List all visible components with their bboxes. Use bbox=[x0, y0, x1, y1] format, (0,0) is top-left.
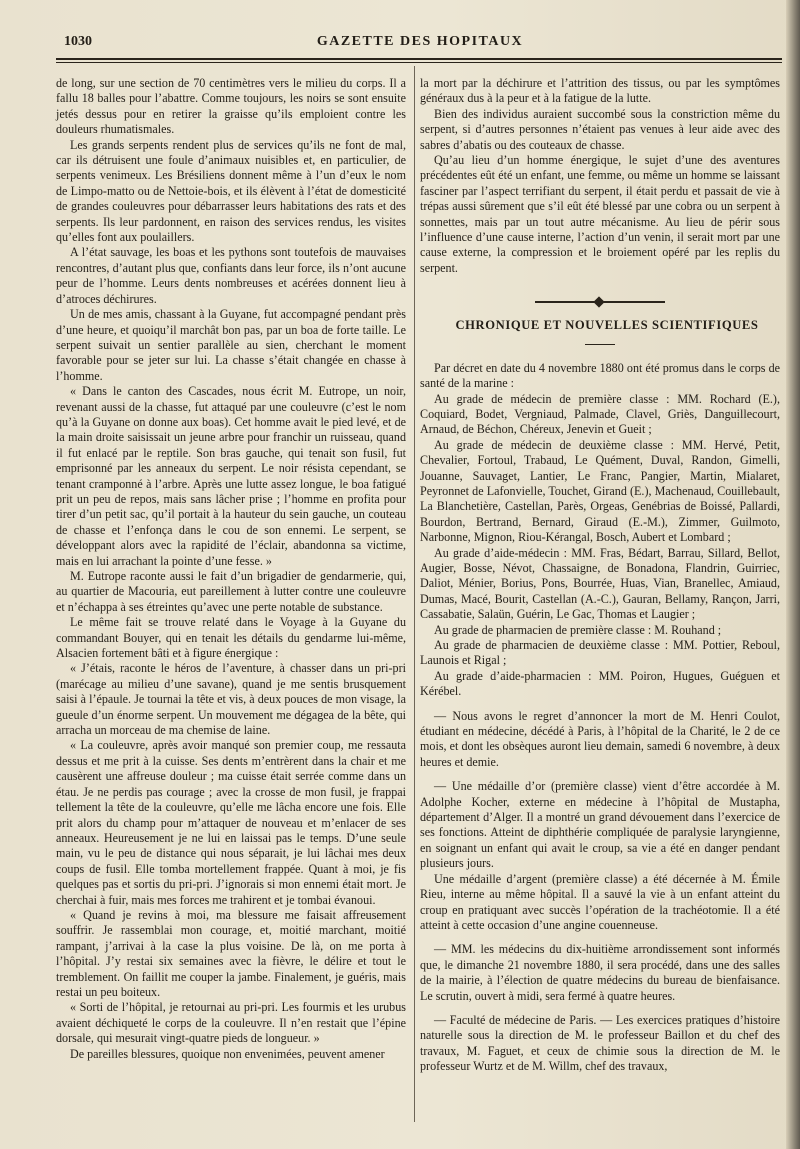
journal-title: GAZETTE DES HOPITAUX bbox=[316, 34, 524, 49]
paragraph: la mort par la déchirure et l’attrition des tissus, ou par les symptômes généraux dus à la peur et à la fatigue de la lutte. bbox=[420, 76, 780, 106]
paragraph: « Sorti de l’hôpital, je retournai au pri-pri. Les fourmis et les urubus avaient déchiqueté le corps de la couleuvre. Il n’en restait que l’épine dorsale, qui mesurait vingt-quatre pieds de longueur. » bbox=[56, 1000, 406, 1046]
paragraph: Au grade de médecin de première classe : MM. Rochard (E.), Coquiard, Bodet, Vergniaud, Palmade, Clavel, Griès, Danguillecourt, Arnaud, de Béchon, Chéreux, Jenevin et Gueit ; bbox=[420, 391, 780, 437]
paragraph: A l’état sauvage, les boas et les pythons sont toutefois de mauvaises rencontres, d’autant plus que, confiants dans leur force, ils n’ont aucune peur de l’homme. Leurs dents nombreuses et acérées donnent lieu à d’atroces déchirures. bbox=[56, 245, 406, 306]
paragraph: Le même fait se trouve relaté dans le Voyage à la Guyane du commandant Bouyer, qui en tenait les détails du gendarme lui-même, Alsacien fortement bâti et à figure énergique : bbox=[56, 615, 406, 661]
title-rule bbox=[585, 344, 615, 345]
paragraph: Au grade de pharmacien de deuxième classe : MM. Pottier, Reboul, Launois et Rigal ; bbox=[420, 638, 780, 668]
paragraph: de long, sur une section de 70 centimètres vers le milieu du corps. Il a fallu 18 balles pour l’abattre. Comme toujours, les noirs se sont ensuite jetés dessus pour en retirer la graisse qu’ils emploient contre les douleurs rhumatismales. bbox=[56, 76, 406, 137]
section-title: CHRONIQUE ET NOUVELLES SCIENTIFIQUES bbox=[455, 318, 759, 333]
paragraph: — Une médaille d’or (première classe) vient d’être accordée à M. Adolphe Kocher, externe en médecine à l’hôpital de Mustapha, département d’Alger. Il a montré un grand dévouement dans l’exercice de ses fonctions. Atteint de diphthérie compliquée de paralysie laryngienne, en soignant un enfant qui avait le croup, sa vie a été en danger pendant plusieurs jours. bbox=[420, 779, 780, 871]
page-header bbox=[56, 34, 784, 54]
paragraph: Un de mes amis, chassant à la Guyane, fut accompagné pendant près d’une heure, et quoiqu’il marchât bon pas, par un boa de forte taille. Le serpent suivait un sentier parallèle au sien, cherchant le moment favorable pour se jeter sur lui. La chasse s’était changée en chasse à l’homme. bbox=[56, 307, 406, 383]
paragraph: « J’étais, raconte le héros de l’aventure, à chasser dans un pri-pri (marécage au milieu d’une savane), quand je me sentis brusquement saisi à l’épaule. Je tournai la tête et vis, à deux pouces de mon visage, la gueule d’un énorme serpent. Un mouvement me dégagea de la bête, qui arracha un morceau de ma chemise de laine. bbox=[56, 661, 406, 738]
paragraph: Au grade d’aide-médecin : MM. Fras, Bédart, Barrau, Sillard, Bellot, Augier, Bosse, Névot, Chassaigne, de Bonadona, Flandrin, Guirriec, Daliot, Ménier, Borius, Pons, Bourrée, Huas, Vian, Branellec, Amiaud, Dumas, Macé, Bourit, Castellan (A.-C.), Gauran, Bellamy, Rançon, Jarri, Cassabatie, Salaün, Guérin, Le Gac, Thomas et Laugier ; bbox=[420, 545, 780, 622]
page-number: 1030 bbox=[64, 34, 92, 49]
paragraph: Au grade d’aide-pharmacien : MM. Poiron, Hugues, Guéguen et Kérébel. bbox=[420, 668, 780, 699]
right-column bbox=[420, 76, 780, 1075]
header-rule bbox=[56, 58, 782, 63]
paragraph: « Quand je revins à moi, ma blessure me faisait affreusement souffrir. Je rassemblai mon courage, et, moitié marchant, moitié rampant, j’arrivai à la case la plus voisine. De là, on me porta à l’hôpital. J’y restai six semaines avec la fièvre, le délire et tout le tremblement. On faillit me couper la jambe. Finalement, je guéris, mais restai un peu boiteux. bbox=[56, 907, 406, 999]
paragraph: Au grade de médecin de deuxième classe : MM. Hervé, Petit, Chevalier, Fortoul, Trabaud, Le Quément, Duval, Randon, Gimelli, Jouanne, Sauvaget, Lantier, Le Franc, Pangier, Martin, Mialaret, Peyronnet de Lafonvielle, Touchet, Girand (E.), Machenaud, Couillebault, La Blanchetière, Castellan, Parès, Orgeas, Genébrias de Boissé, Pallardi, Bourdon, Bertrand, Bernard, Giraud (E.-M.), Zimmer, Guilmoto, Narbonne, Mignon, Riou-Kérangal, Bosch, Aubert et Lombard ; bbox=[420, 437, 780, 545]
paragraph: « La couleuvre, après avoir manqué son premier coup, me ressauta dessus et me prit à la cuisse. Ses dents m’entrèrent dans la chair et me causèrent une affreuse douleur ; ma cuisse était serrée comme dans un étau. Je ne perdis pas courage ; avec la crosse de mon fusil, je frappai tellement la tête de la couleuvre, qu’elle me lâcha encore une fois. Elle prit alors du champ pour m’attaquer de nouveau et m’enlacer de ses anneaux. Heureusement je ne lui en laissai pas le temps. D’une seule main, vu le peu de distance qui nous séparait, je lui lâchai mes deux coups de fusil. Elle tomba mortellement frappée. Quant à moi, je fis quelques pas et sortis du pri-pri. J’ignorais si mon ennemi était mort. Je cherchai à fuir, mais mes forces me trahirent et je tombai évanoui. bbox=[56, 738, 406, 907]
ornament-separator bbox=[535, 298, 665, 306]
paragraph: — MM. les médecins du dix-huitième arrondissement sont informés que, le dimanche 21 novembre 1880, il sera procédé, dans une des salles de la mairie, à l’élection de quatre médecins du bureau de bienfaisance. Le scrutin, ouvert à midi, sera fermé à quatre heures. bbox=[420, 942, 780, 1003]
paragraph: M. Eutrope raconte aussi le fait d’un brigadier de gendarmerie, qui, au quartier de Macouria, eut pareillement à lutter contre une couleuvre et n’échappa à ses étreintes qu’avec une perte notable de substance. bbox=[56, 569, 406, 614]
page-edge bbox=[786, 0, 800, 1149]
paragraph: De pareilles blessures, quoique non envenimées, peuvent amener bbox=[70, 1046, 385, 1061]
paragraph: « Dans le canton des Cascades, nous écrit M. Eutrope, un noir, revenant aussi de la chasse, fut attaqué par une couleuvre (c’est le nom qu’à la Guyane on donne aux boas). Cet homme avait le pied levé, et de la main droite saisissait un jeune arbre pour franchir un ruisseau, quand il fut enlacé par le reptile. Son bras gauche, qui tenait son fusil, fut emprisonné par les anneaux du serpent. Le noir résista cependant, se tenant cramponné à l’arbre. Après une lutte assez longue, le boa fatigué prit un peu de repos, mais sans lâcher prise ; l’homme en profita pour tirer d’un petit sac, qu’il portait à la hauteur du sein gauche, un couteau de chasse et l’enfonça dans le cou de son ennemi. Le serpent, se développant alors avec la rapidité de l’éclair, abandonna sa victime, mais en lui arrachant la pointe d’une fesse. » bbox=[56, 384, 406, 568]
paragraph: Les grands serpents rendent plus de services qu’ils ne font de mal, car ils détruisent une foule d’animaux nuisibles et, en particulier, de serpents venimeux. Les Brésiliens donnent même à l’un d’eux le nom de Limpo-matto ou de Nettoie-bois, et ils élèvent à l’état de domesticité de grandes couleuvres pour débarrasser leurs habitations des rats et des serpents. Ils leur pardonnent, en raison des services rendus, les visites qu’elles font aux poulaillers. bbox=[56, 137, 406, 245]
paragraph: — Nous avons le regret d’annoncer la mort de M. Henri Coulot, étudiant en médecine, décédé à Paris, à l’hôpital de la Charité, le 2 de ce mois, et dont les obsèques auront lieu demain, samedi 6 novembre, à deux heures et demie. bbox=[420, 708, 780, 769]
column-divider bbox=[414, 66, 415, 1122]
paragraph: Par décret en date du 4 novembre 1880 ont été promus dans le corps de santé de la marine : bbox=[420, 360, 780, 391]
paragraph: Une médaille d’argent (première classe) a été décernée à M. Émile Rieu, interne au même hôpital. Il a sauvé la vie à un enfant atteint du croup en pratiquant avec succès l’opération de la trachéotomie. Il a été atteint à cette occasion d’une angine couenneuse. bbox=[420, 871, 780, 932]
paragraph: Bien des individus auraient succombé sous la constriction même du serpent, si d’autres personnes n’étaient pas venues à leur aide avec des sabres d’abatis ou des couteaux de chasse. bbox=[420, 106, 780, 152]
paragraph: Qu’au lieu d’un homme énergique, le sujet d’une des aventures précédentes eût été un enfant, une femme, ou même un homme se laissant fasciner par l’aspect terrifiant du serpent, il était perdu et passait de vie à trépas aussi sûrement que s’il eût été blessé par une cobra ou un serpent à sonnettes, mais par un tout autre mécanisme. Au lieu de périr sous l’influence d’une cause interne, l’action d’un venin, il serait mort par une cause externe, la compression et le broiement opéré par les replis du serpent. bbox=[420, 153, 780, 275]
left-column bbox=[56, 76, 406, 1062]
paragraph: — Faculté de médecine de Paris. — Les exercices pratiques d’histoire naturelle sous la direction de M. le professeur Baillon et du chef des travaux, M. Faguet, et ceux de chimie sous la direction de M. le professeur Wurtz et de M. Willm, chef des travaux, bbox=[420, 1012, 780, 1074]
paragraph: Au grade de pharmacien de première classe : M. Rouhand ; bbox=[434, 622, 722, 637]
